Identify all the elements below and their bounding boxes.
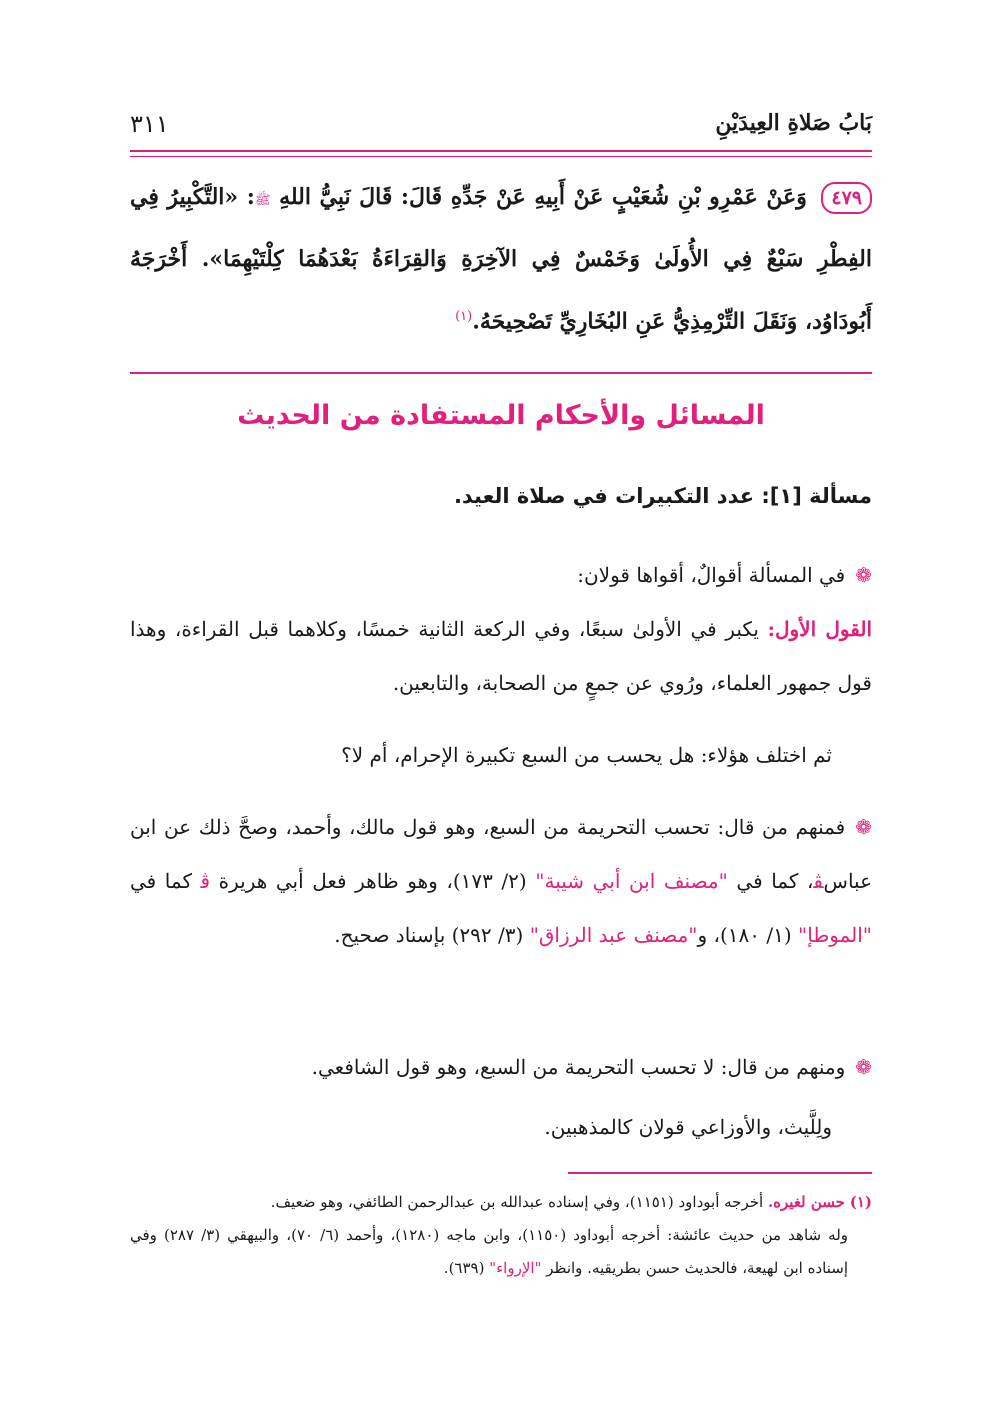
paragraph-text: في المسألة أقوالٌ، أقواها قولان: bbox=[577, 563, 846, 587]
paragraph-text: ثم اختلف هؤلاء: هل يحسب من السبع تكبيرة الإحرام، أم لا؟ bbox=[341, 743, 832, 767]
paragraph-text: (٣/ ٢٩٢) بإسناد صحيح. bbox=[334, 923, 524, 947]
hadith-narration: وَعَنْ عَمْرِو بْنِ شُعَيْبٍ عَنْ أَبِيهِ عَنْ جَدِّهِ قَالَ: قَالَ نَبِيُّ اللهِ bbox=[279, 184, 807, 210]
hadith-main-text: : «التَّكْبِيرُ فِي الفِطْرِ سَبْعٌ فِي الأُولَىٰ وَخَمْسٌ فِي الآخِرَةِ وَالقِرَاءَةُ بَعْدَهُمَا كِلْتَيْهِمَا». أَخْرَجَهُ أَبُودَاوُد، وَنَقَلَ التِّرْمِذِيُّ عَنِ البُخَارِيِّ تَصْحِيحَهُ. bbox=[130, 184, 872, 335]
honorific-glyph: ﭬ bbox=[200, 869, 211, 893]
footnote-text: (٦٣٩). bbox=[443, 1259, 485, 1277]
paragraph-1 bbox=[130, 548, 872, 602]
paragraph-text: (١/ ١٨٠)، و bbox=[697, 923, 792, 947]
paragraph-text: فمنهم من قال: تحسب التحريمة من السبع، وهو قول مالك، وأحمد، وصحَّ ذلك عن ابن عباس bbox=[130, 815, 873, 893]
footnote-grade: حسن لغيره. bbox=[767, 1193, 845, 1211]
paragraph-5 bbox=[130, 1040, 872, 1094]
paragraph-6 bbox=[130, 1100, 872, 1154]
footnote-1 bbox=[130, 1186, 872, 1219]
flower-bullet-icon: ❁ bbox=[855, 1055, 872, 1079]
footnote-text: وله شاهد من حديث عائشة: أخرجه أبوداود (١١٥٠)، وابن ماجه (١٢٨٠)، وأحمد (٦/ ٧٠)، والبيهقي (٣/ ٢٨٧) وفي إسناده ابن لهيعة، فالحديث حسن بطريقيه. وانظر bbox=[130, 1226, 849, 1277]
flower-bullet-icon: ❁ bbox=[855, 815, 872, 839]
footnote-divider bbox=[568, 1172, 872, 1174]
opinion-label: القول الأول: bbox=[767, 617, 872, 641]
hadith-text bbox=[130, 168, 872, 350]
paragraph-text: (٢/ ١٧٣)، وهو ظاهر فعل أبي هريرة bbox=[218, 869, 527, 893]
honorific-glyph: ﭭ bbox=[813, 869, 824, 893]
footnote-reference[interactable]: (١) bbox=[455, 309, 473, 324]
pbuh-glyph: ﷺ bbox=[254, 193, 271, 208]
footnote-number: (١) bbox=[849, 1193, 872, 1211]
paragraph-text: كما في bbox=[130, 869, 192, 893]
issue-label: مسألة [١]: bbox=[761, 484, 872, 508]
page-header bbox=[130, 108, 872, 148]
paragraph-2 bbox=[130, 602, 872, 710]
issue-text: عدد التكبيرات في صلاة العيد. bbox=[453, 484, 755, 508]
section-divider bbox=[130, 372, 872, 374]
footnotes bbox=[130, 1186, 872, 1285]
footnote-1-continued bbox=[130, 1219, 872, 1285]
chapter-title: بَابُ صَلاةِ العِيدَيْنِ bbox=[715, 110, 872, 136]
paragraph-4 bbox=[130, 800, 872, 962]
paragraph-3 bbox=[130, 728, 872, 782]
source-reference: "الموطإ" bbox=[798, 923, 872, 947]
source-reference: "مصنف ابن أبي شيبة" bbox=[535, 869, 728, 893]
flower-bullet-icon: ❁ bbox=[855, 563, 872, 587]
header-divider-thin bbox=[130, 156, 872, 157]
header-divider bbox=[130, 150, 872, 152]
issue-heading bbox=[454, 484, 872, 508]
paragraph-text: يكبر في الأولىٰ سبعًا، وفي الركعة الثانية خمسًا، وكلاهما قبل القراءة، وهذا قول جمهور العلماء، ورُوي عن جمعٍ من الصحابة، والتابعين. bbox=[130, 617, 872, 695]
paragraph-text: ومنهم من قال: لا تحسب التحريمة من السبع، وهو قول الشافعي. bbox=[311, 1055, 846, 1079]
section-title: المسائل والأحكام المستفادة من الحديث bbox=[237, 400, 765, 431]
paragraph-text: ولِلَّيث، والأوزاعي قولان كالمذهبين. bbox=[544, 1115, 832, 1139]
page-number: ٣١١ bbox=[130, 110, 169, 138]
paragraph-text: ، كما في bbox=[736, 869, 814, 893]
footnote-text: أخرجه أبوداود (١١٥١)، وفي إسناده عبدالله بن عبدالرحمن الطائفي، وهو ضعيف. bbox=[270, 1193, 764, 1211]
source-reference: "الإرواء" bbox=[489, 1259, 542, 1277]
hadith-number-badge: ٤٧٩ bbox=[821, 182, 872, 214]
source-reference: "مصنف عبد الرزاق" bbox=[529, 923, 698, 947]
